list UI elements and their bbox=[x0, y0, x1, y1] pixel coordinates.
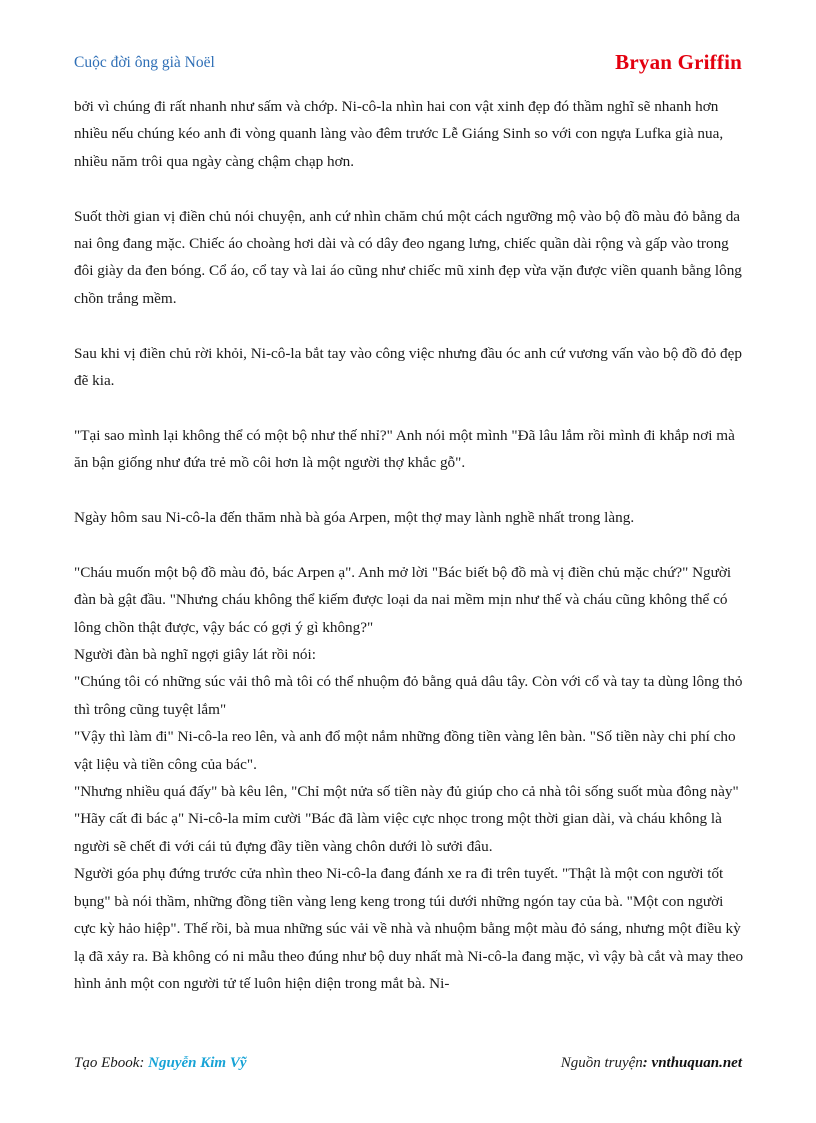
paragraph: "Vậy thì làm đi" Ni-cô-la reo lên, và anh đổ một nắm những đồng tiền vàng lên bàn. "Số tiền này chi phí cho vật liệu và tiền công của bác". bbox=[74, 728, 736, 773]
paragraph: "Nhưng nhiều quá đấy" bà kêu lên, "Chỉ một nửa số tiền này đủ giúp cho cả nhà tôi sống suốt mùa đông này" bbox=[74, 783, 739, 801]
paragraph: Người góa phụ đứng trước cửa nhìn theo Ni-cô-la đang đánh xe ra đi trên tuyết. "Thật là một con người tốt bụng" bà nói thầm, những đồng tiền vàng leng keng trong túi dưới những ngón tay của bà. "Một con người cực kỳ hảo hiệp". Thế rồi, bà mua những súc vải về nhà và nhuộm bằng một màu đỏ sáng, nhưng một điều kỳ lạ đã xảy ra. Bà không có ni mẫu theo đúng như bộ duy nhất mà Ni-cô-la đang mặc, vì vậy bà cắt và may theo hình ảnh một con người tử tế luôn hiện diện trong mắt bà. Ni- bbox=[74, 865, 744, 992]
paragraph: Suốt thời gian vị điền chủ nói chuyện, anh cứ nhìn chăm chú một cách ngưỡng mộ vào bộ đồ màu đỏ bằng da nai ông đang mặc. Chiếc áo choàng hơi dài và có dây đeo ngang lưng, chiếc quần dài rộng và gấp vào trong đôi giày da đen bóng. Cổ áo, cổ tay và lai áo cũng như chiếc mũ xinh đẹp vừa vặn được viền quanh bằng lông chồn trắng mềm. bbox=[74, 207, 742, 307]
credit-separator: : bbox=[139, 1055, 149, 1071]
source-label: Nguồn truyện bbox=[560, 1055, 643, 1071]
source-separator: : bbox=[642, 1055, 652, 1071]
ebook-credit bbox=[74, 1055, 247, 1072]
source-credit bbox=[561, 1055, 742, 1072]
page-header bbox=[74, 50, 742, 74]
paragraph: bởi vì chúng đi rất nhanh như sấm và chớp. Ni-cô-la nhìn hai con vật xinh đẹp đó thầm nghĩ sẽ nhanh hơn nhiều nếu chúng kéo anh đi vòng quanh làng vào đêm trước Lễ Giáng Sinh so với con ngựa Lufka già nua, nhiều năm trôi qua ngày càng chậm chạp hơn. bbox=[74, 98, 724, 170]
paragraph: "Chúng tôi có những súc vải thô mà tôi có thể nhuộm đỏ bằng quả dâu tây. Còn với cổ và tay ta dùng lông thỏ thì trông cũng tuyệt lắm" bbox=[74, 673, 743, 718]
book-title: Cuộc đời ông già Noël bbox=[74, 54, 215, 71]
page-footer bbox=[74, 1055, 742, 1077]
author-name: Bryan Griffin bbox=[615, 50, 742, 74]
paragraph: Ngày hôm sau Ni-cô-la đến thăm nhà bà góa Arpen, một thợ may lành nghề nhất trong làng. bbox=[74, 509, 635, 527]
source-name: vnthuquan.net bbox=[651, 1055, 742, 1071]
paragraph: "Hãy cất đi bác ạ" Ni-cô-la mỉm cười "Bác đã làm việc cực nhọc trong một thời gian dài, và cháu không là người sẽ chết đi với cái tủ đựng đầy tiền vàng chôn dưới lò sưởi đâu. bbox=[74, 810, 722, 855]
story-text bbox=[74, 93, 746, 997]
paragraph: Sau khi vị điền chủ rời khỏi, Ni-cô-la bắt tay vào công việc nhưng đầu óc anh cứ vương vấn vào bộ đồ đỏ đẹp đẽ kia. bbox=[74, 344, 742, 390]
credit-name: Nguyễn Kim Vỹ bbox=[148, 1055, 247, 1071]
paragraph: "Cháu muốn một bộ đồ màu đỏ, bác Arpen ạ". Anh mở lời "Bác biết bộ đồ mà vị điền chủ mặc chứ?" Người đàn bà gật đầu. "Nhưng cháu không thể kiếm được loại da nai mềm mịn như thế và cháu cũng không thể có lông chồn thật được, vậy bác có gợi ý gì không?" bbox=[74, 563, 732, 636]
paragraph: "Tại sao mình lại không thể có một bộ như thế nhỉ?" Anh nói một mình "Đã lâu lắm rồi mình đi khắp nơi mà ăn bận giống như đứa trẻ mồ côi hơn là một người thợ khắc gỗ". bbox=[74, 426, 735, 472]
paragraph: Người đàn bà nghĩ ngợi giây lát rồi nói: bbox=[74, 646, 316, 664]
credit-label: Tạo Ebook bbox=[74, 1055, 140, 1071]
